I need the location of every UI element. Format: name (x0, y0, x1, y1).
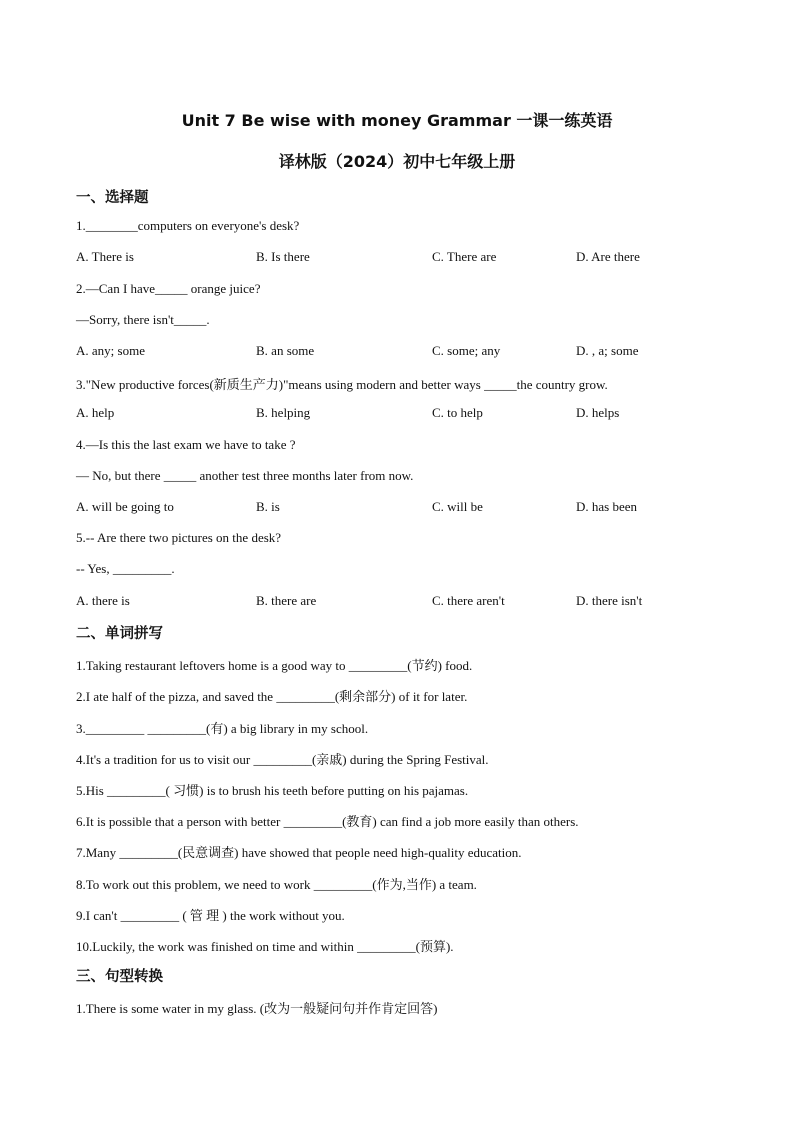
document-title-line2: 译林版（2024）初中七年级上册 (278, 152, 516, 171)
question-5-option-b: B. there are (256, 593, 317, 608)
spelling-item-8: 8.To work out this problem, we need to work _________(作为,当作) a team. (76, 877, 477, 892)
spelling-item-2: 2.I ate half of the pizza, and saved the _________(剩余部分) of it for later. (76, 689, 468, 704)
document-title-line1: Unit 7 Be wise with money Grammar 一课一练英语 (181, 111, 613, 130)
spelling-item-5: 5.His _________( 习惯) is to brush his teeth before putting on his pajamas. (76, 783, 469, 798)
question-4-stem-line2: — No, but there _____ another test three months later from now. (76, 468, 414, 483)
question-4-option-a: A. will be going to (76, 499, 174, 514)
question-1-option-b: B. Is there (256, 249, 310, 264)
question-5-stem-line2: -- Yes, _________. (76, 561, 175, 576)
spelling-item-7: 7.Many _________(民意调查) have showed that people need high-quality education. (76, 845, 522, 860)
question-3-option-c: C. to help (432, 405, 483, 420)
question-3-option-a: A. help (76, 405, 115, 420)
question-5-stem: 5.-- Are there two pictures on the desk? (76, 530, 282, 545)
question-5-option-c: C. there aren't (432, 593, 505, 608)
spelling-item-1: 1.Taking restaurant leftovers home is a good way to _________(节约) food. (76, 658, 473, 673)
spelling-item-6: 6.It is possible that a person with better _________(教育) can find a job more easily than others. (76, 814, 579, 829)
question-4-option-d: D. has been (576, 499, 638, 514)
question-4-option-c: C. will be (432, 499, 483, 514)
transformation-item-1: 1.There is some water in my glass. (改为一般疑问句并作肯定回答) (76, 1001, 438, 1016)
section-heading-multiple-choice: 一、选择题 (76, 190, 149, 206)
question-1-option-c: C. There are (432, 249, 497, 264)
section-heading-word-spelling: 二、单词拼写 (76, 626, 163, 642)
section-heading-sentence-transformation: 三、句型转换 (76, 969, 163, 985)
question-5-option-a: A. there is (76, 593, 130, 608)
question-1-option-d: D. Are there (576, 249, 640, 264)
spelling-item-4: 4.It's a tradition for us to visit our _________(亲戚) during the Spring Festival. (76, 752, 489, 767)
question-2-option-b: B. an some (256, 343, 315, 358)
spelling-item-9: 9.I can't _________ ( 管 理 ) the work without you. (76, 908, 345, 923)
question-3-option-b: B. helping (256, 405, 311, 420)
question-2-option-a: A. any; some (76, 343, 145, 358)
question-4-stem: 4.—Is this the last exam we have to take ? (76, 437, 296, 452)
question-5-option-d: D. there isn't (576, 593, 643, 608)
question-4-option-b: B. is (256, 499, 280, 514)
spelling-item-3: 3._________ _________(有) a big library in my school. (76, 721, 369, 736)
question-3-option-d: D. helps (576, 405, 620, 420)
question-2-stem-line2: —Sorry, there isn't_____. (76, 312, 210, 327)
question-2-option-c: C. some; any (432, 343, 501, 358)
question-1-option-a: A. There is (76, 249, 134, 264)
question-2-stem: 2.—Can I have_____ orange juice? (76, 281, 261, 296)
question-1-stem: 1.________computers on everyone's desk? (76, 218, 300, 233)
question-2-option-d: D. , a; some (576, 343, 639, 358)
question-3-stem: 3."New productive forces(新质生产力)"means using modern and better ways _____the country grow. (76, 377, 608, 392)
spelling-item-10: 10.Luckily, the work was finished on time and within _________(预算). (76, 939, 454, 954)
